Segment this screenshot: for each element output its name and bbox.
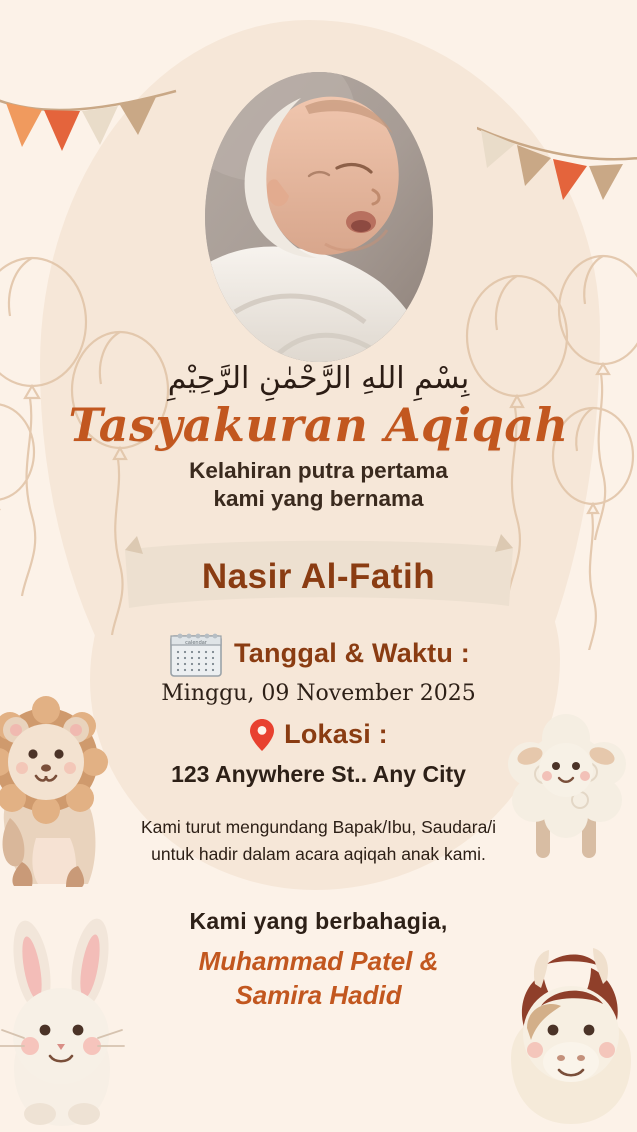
bunny-illustration — [0, 918, 139, 1128]
sheep-illustration — [500, 690, 635, 870]
location-value: 123 Anywhere St.. Any City — [171, 760, 466, 787]
name-banner — [123, 532, 515, 618]
parent-line-2: Samira Hadid — [235, 979, 402, 1010]
location-label: Lokasi : — [284, 719, 388, 750]
invitation-line-2: untuk hadir dalam acara aqiqah anak kami. — [151, 843, 486, 864]
subtitle-line-1: Kelahiran putra pertama — [189, 458, 448, 484]
closing-text: Kami yang berbahagia, — [189, 907, 448, 934]
date-row — [0, 630, 637, 678]
bunting-flags-icon — [0, 85, 180, 195]
bunting-flags-icon — [477, 120, 637, 240]
bismillah-text: بِسْمِ اللهِ الرَّحْمٰنِ الرَّحِيْمِ — [167, 361, 470, 396]
subtitle — [0, 457, 637, 513]
parent-line-1: Muhammad Patel & — [198, 945, 439, 976]
svg-text:calendar: calendar — [185, 639, 207, 646]
lion-illustration — [0, 688, 132, 888]
calendar-icon — [167, 630, 225, 678]
location-pin-icon — [249, 718, 275, 752]
subtitle-line-2: kami yang bernama — [213, 486, 424, 512]
invitation-line-1: Kami turut mengundang Bapak/Ibu, Saudara/i — [140, 816, 497, 837]
horse-illustration — [491, 918, 637, 1128]
baby-photo — [205, 72, 433, 362]
baby-name: Nasir Al-Fatih — [201, 556, 436, 596]
date-value: Minggu, 09 November 2025 — [161, 680, 476, 706]
page-title: Tasyakuran Aqiqah — [68, 398, 569, 452]
date-label: Tanggal & Waktu : — [234, 638, 470, 669]
